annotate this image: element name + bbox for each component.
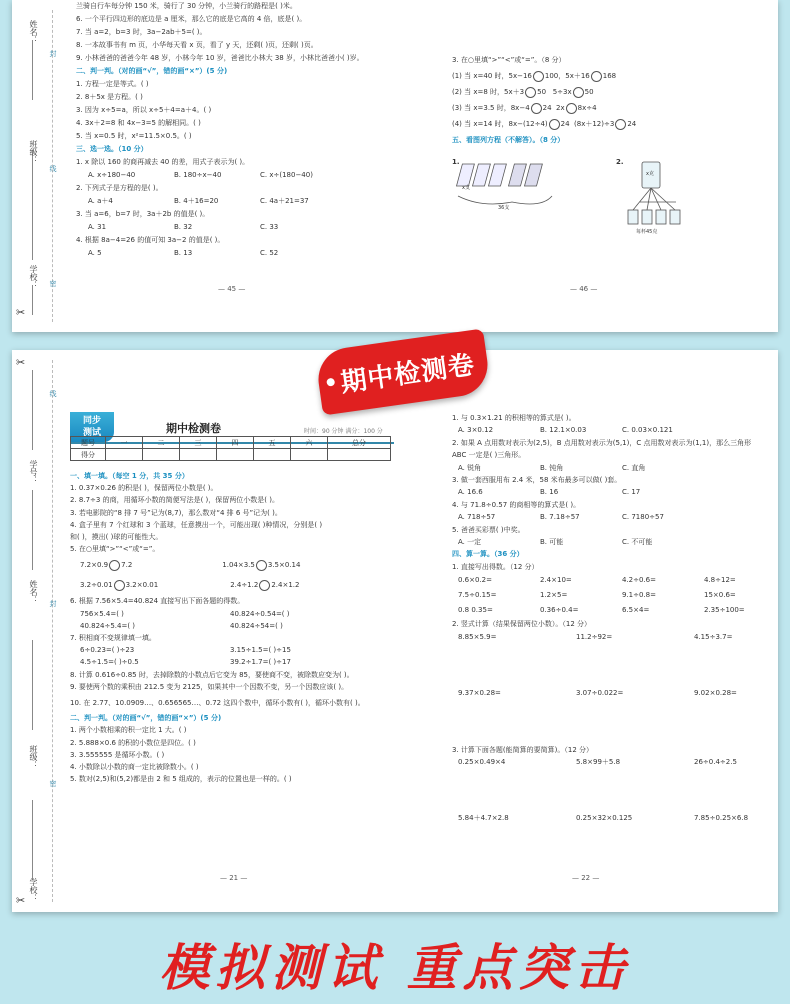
compare-circle[interactable] xyxy=(256,560,267,571)
top-left-column: 兰骑自行车每分钟 150 米，骑行了 30 分钟，小兰骑行的路程是( )米。 6. 一个平行四边形的底边是 a 厘米，那么它的底是它高的 4 倍，底是( )。 7. 当 a=2，b=3 时，3a−2ab＋5=( )。 8. 一本故事书有 m 页，小华每天看 x 页，看了 y 天，还剩( )页，还剩( )页。 9. 小林爸爸的爸爸今年 48 岁，小林今年 10 岁，爸爸比小林大 38 岁，小林比爸爸小( )岁。 二、判一判。（对的画“√”，错的画“×”）(5 分) 1. 方程一定是等式。( ) 2. 8＋5x 是方程。( ) 3. 因为 x÷5=a，所以 x÷5＋4=a＋4。( ) 4. 3x＋2=8 和 4x−3=5 的解相同。( ) 5. 当 x=0.5 时，x²=11.5×0.5。( ) 三、选一选。（10 分） 1. x 除以 160 的商再减去 40 的差，用式子表示为( )。 A. x÷180−40 B. 180÷x−40 C. x÷(180−40) 2. 下列式子是方程的是( )。 A. a＋4 B. 4＋16=20 C. 4a＋21=37 3. 当 a=6，b=7 时，3a＋2b 的值是( )。 A. 31 B. 32 C. 33 4. 根据 8a−4=26 的值可知 3a−2 的值是( )。 A. 5 B. 13 C. 52 xyxy=(76,0,396,260)
score-table: 题号 一 二 三 四 五 六 总分 得分 xyxy=(70,436,391,461)
midterm-banner: 期中检测卷 xyxy=(314,328,491,415)
school-label: 学校： xyxy=(29,878,38,902)
page-number: — 45 — xyxy=(218,285,246,293)
compare-circle[interactable] xyxy=(259,580,270,591)
jug-and-cups-icon xyxy=(616,158,696,238)
scissors-icon: ✂ xyxy=(16,894,26,907)
page-number: — 46 — xyxy=(570,285,598,293)
sync-test-badge: 同步 测试 xyxy=(70,412,114,442)
top-right-column: 3. 在○里填“>”“<”或“=”。（8 分） (1) 当 x=40 时，5x−16 100，5x＋16 168 (2) 当 x=8 时，5x＋3 50 5÷3x 50 (3) 当 x=3.5 时，8x−4 24 2x 8x÷4 (4) 当 x=14 时，8x−(12÷4) 24 (8x＋12)÷3 24 五、看图列方程（不解答）。（8 分） xyxy=(452,52,772,148)
compare-circle[interactable] xyxy=(549,119,560,130)
score-cell[interactable] xyxy=(143,449,180,461)
section-heading: 三、选一选。（10 分） xyxy=(76,145,148,153)
binding-mark: 封 xyxy=(49,50,57,57)
scissors-icon: ✂ xyxy=(16,356,26,369)
binding-mark: 线 xyxy=(49,165,57,172)
cups-figure: 2. x克 每杯45克 xyxy=(616,158,696,238)
binding-mark: 密 xyxy=(49,280,57,287)
binding-mark: 封 xyxy=(49,600,57,607)
compare-circle[interactable] xyxy=(533,71,544,82)
school-label: 学校： xyxy=(29,265,38,289)
bottom-slogan: 模拟测试 重点突击 xyxy=(159,939,631,997)
exam-title: 期中检测卷 xyxy=(166,422,221,435)
score-cell[interactable] xyxy=(106,449,143,461)
class-label: 班级： xyxy=(29,745,38,769)
exam-meta: 时间：90 分钟 满分：100 分 xyxy=(304,428,383,435)
score-cell[interactable] xyxy=(254,449,291,461)
compare-circle[interactable] xyxy=(525,87,536,98)
score-cell[interactable] xyxy=(328,449,391,461)
binding-mark: 线 xyxy=(49,390,57,397)
compare-circle[interactable] xyxy=(591,71,602,82)
pencil-boxes-icon xyxy=(452,158,572,218)
compare-circle[interactable] xyxy=(615,119,626,130)
score-cell[interactable] xyxy=(180,449,217,461)
midterm-exam-page xyxy=(12,350,778,912)
name-label: 姓名： xyxy=(29,580,38,604)
page-number: — 22 — xyxy=(572,874,600,882)
binding-mark: 密 xyxy=(49,780,57,787)
scissors-icon: ✂ xyxy=(16,306,26,319)
section-heading: 二、判一判。（对的画“√”，错的画“×”）(5 分) xyxy=(70,714,222,723)
binding-strip xyxy=(12,350,64,912)
binding-strip xyxy=(12,0,64,332)
class-label: 班级： xyxy=(29,140,38,164)
score-cell[interactable] xyxy=(291,449,328,461)
section-heading: 五、看图列方程（不解答）。（8 分） xyxy=(452,136,565,144)
compare-circle[interactable] xyxy=(109,560,120,571)
compare-circle[interactable] xyxy=(531,103,542,114)
section-heading: 一、填一填。（每空 1 分，共 35 分） xyxy=(70,472,189,480)
name-label: 姓名： xyxy=(29,20,38,44)
compare-circle[interactable] xyxy=(566,103,577,114)
bottom-right-column: 1. 与 0.3×1.21 的积相等的算式是( )。 A. 3×0.12 B. 12.1×0.03 C. 0.03×0.121 2. 如果 A 点用数对表示为(2,5)，B 点用数对表示为(5,1)，C 点用数对表示为(1,1)，那么三角形 ABC 一定是( )三角形。 A. 锐角 B. 钝角 C. 直角 3. 做一套西服用布 2.4 米，58 米布最多可以做( )套。 A. 16.6 B. 16 C. 17 4. 与 71.8÷0.57 的商相等的算式是( )。 A. 718÷57 B. 7.18÷57 C. 7180÷57 5. 爸爸买彩票( )中奖。 A. 一定 B. 可能 C. 不可能 四、算一算。（36 分） 1. 直接写出得数。（12 分） 0.6×0.2= 2.4×10= 4.2÷0.6= 4.8÷12= 7.5÷0.15= 1.2×5= 9.1÷0.8= 15×0.6= 0.8 0.35= 0.36÷0.4= 6.5×4= 2.35÷100= 2. 竖式计算（结果保留两位小数）。（12 分） 8.85×5.9= 11.2÷92= 4.15÷3.7= 9.37×0.28= 3.07÷0.022= 9.02×0.28= 3. 计算下面各题(能简算的要简算)。（12 分） 0.25×0.49×4 5.8×99＋5.8 26÷0.4÷2.5 5.84＋4.7×2.8 0.25×32×0.125 7.85÷0.25×6.8 xyxy=(452,412,772,825)
section-heading: 四、算一算。（36 分） xyxy=(452,550,524,559)
pencils-figure: 1. x支 36支 xyxy=(452,158,572,218)
score-cell[interactable] xyxy=(217,449,254,461)
section-heading: 二、判一判。（对的画“√”，错的画“×”）(5 分) xyxy=(76,67,228,75)
student-id-label: 学号： xyxy=(29,460,38,484)
compare-circle[interactable] xyxy=(114,580,125,591)
bullet-dot-icon xyxy=(326,378,335,387)
page-number: — 21 — xyxy=(220,874,248,882)
compare-circle[interactable] xyxy=(573,87,584,98)
top-exam-page xyxy=(12,0,778,332)
bottom-left-column: 一、填一填。（每空 1 分，共 35 分） 1. 0.37×0.26 的积是( )，保留两位小数是( )。 2. 8.7÷3 的商，用循环小数的简便写法是( )，保留两位小数是( )。 3. 若电影院的“8 排 7 号”记为(8,7)，那么数对“4 排 6 号”记为( )。 4. 盒子里有 7 个红球和 3 个蓝球，任意摸出一个，可能出现( )种情况，分别是( ) 和( )，摸出( )球的可能性大。 5. 在○里填“>”“<”或“=”。 7.2×0.9 7.2 1.04×3.5 3.5×0.14 3.2÷0.01 3.2×0.01 2.4÷1.2 2.4×1.2 6. 根据 7.56×5.4=40.824 直接写出下面各题的得数。 756×5.4=( ) 40.824÷0.54=( ) 40.824÷5.4=( ) 40.824÷54=( ) 7. 积相商不变规律填一填。 6÷0.23=( )÷23 3.15÷1.5=( )÷15 4.5÷1.5=( )÷0.5 39.2÷1.7=( )÷17 8. 计算 0.616÷0.85 时，去掉除数的小数点后它变为 85，要使商不变，被除数应变为( )。 9. 要使两个数的乘积由 212.5 变为 2125，如果其中一个因数不变，另一个因数应该( )。 10. 在 2.77、10.0909…、0.656565…、0.72 这四个数中，循环小数有( )，循环小数有( )。 二、判一判。（对的画“√”，错的画“×”）(5 分) 1. 两个小数相乘的积一定比 1 大。( ) 2. 5.888×0.6 的积的小数位是四位。( ) 3. 3.555555 是循环小数。( ) 4. 小数除以小数的商一定比被除数小。( ) 5. 数对(2,5)和(5,2)都是由 2 和 5 组成的，表示的位置也是一样的。( ) xyxy=(70,470,400,785)
